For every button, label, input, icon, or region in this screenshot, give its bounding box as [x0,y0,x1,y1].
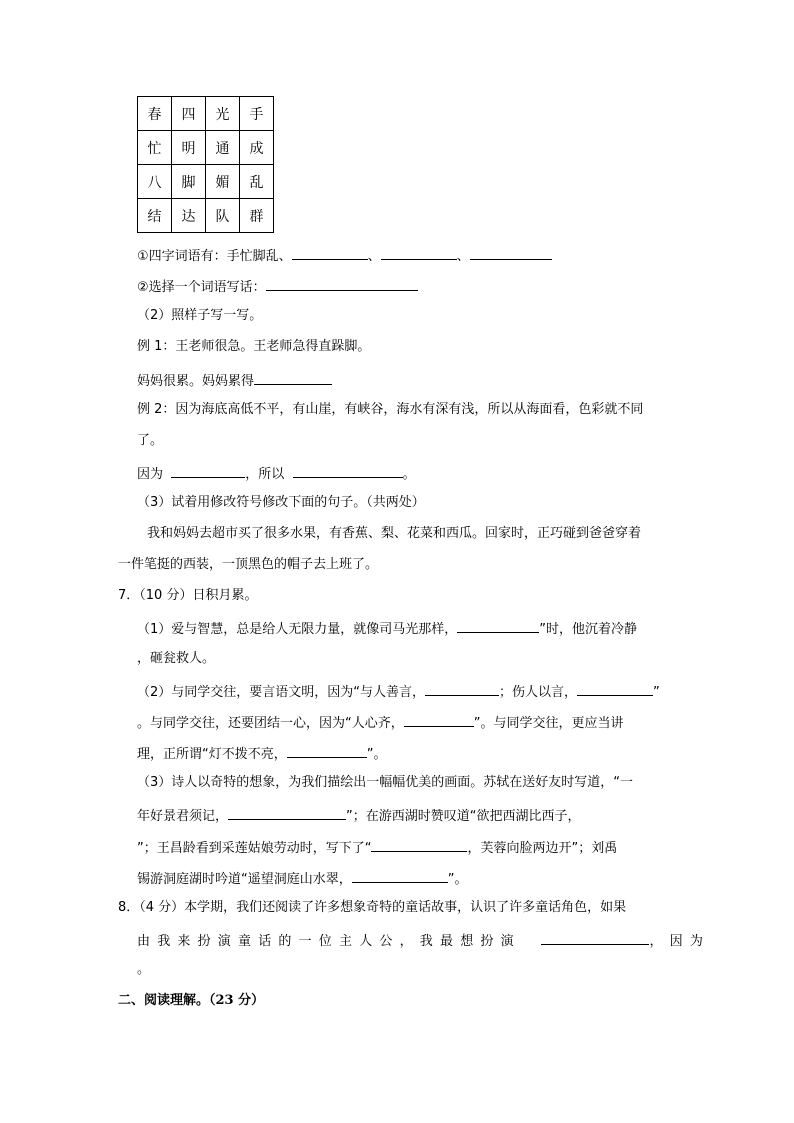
grid-cell: 成 [240,131,274,165]
section-2-heading: 二、阅读理解。（23 分） [118,993,265,1008]
grid-cell: 结 [138,199,172,233]
text: （2）与同学交往，要言语文明，因为“与人善言， [137,685,426,700]
answer-blank[interactable] [371,837,467,852]
text: 年好景君须记， [137,809,229,824]
text: 锡游洞庭湖时吟道“遥望洞庭山水翠， [137,872,352,887]
sentence-question-line [137,276,418,297]
q7-1-line [137,618,637,639]
example-2: 例 2：因为海底高低不平，有山崖，有峡谷，海水有深有浅，所以从海面看，色彩就不同 [137,402,644,417]
answer-blank[interactable] [287,743,367,758]
grid-cell: 队 [206,199,240,233]
answer-blank[interactable] [381,245,457,260]
question-8-line: 8．（4 分）本学期，我们还阅读了许多想象奇特的童话故事，认识了许多童话角色，如果 [118,900,627,915]
text: ，因为 [649,934,711,949]
text: 。与同学交往，还要团结一心，因为“人心齐， [137,716,404,731]
text: ”；在游西湖时赞叹道“欲把西湖比西子， [346,809,581,824]
q7-2-cont [137,712,624,733]
example-1: 例 1：王老师很急。王老师急得直跺脚。 [137,339,371,354]
grid-cell: 手 [240,97,274,131]
text: ，芙蓉向脸两边开”；刘禹 [467,841,618,856]
grid-cell: 四 [172,97,206,131]
example-1-practice [137,370,332,391]
grid-cell: 忙 [138,131,172,165]
answer-blank[interactable] [541,930,649,945]
q7-3-cont2 [137,837,617,858]
text: ”。与同学交往，更应当讲 [473,716,624,731]
grid-cell: 媚 [206,165,240,199]
grid-cell: 乱 [240,165,274,199]
text: ；伤人以言， [499,685,578,700]
text: ” [653,685,660,700]
q7-2-line [137,681,660,702]
question-7-title: 7．（10 分）日积月累。 [118,588,258,603]
grid-cell: 明 [172,131,206,165]
grid-cell: 通 [206,131,240,165]
question-8-cont [137,930,710,951]
correction-sentence-cont: 一件笔挺的西装，一顶黑色的帽子去上班了。 [118,557,379,572]
answer-blank[interactable] [404,712,474,727]
example-2-cont: 了。 [137,433,164,448]
grid-cell: 群 [240,199,274,233]
text: 因为 [137,467,164,482]
text: 。 [402,467,416,482]
text: 妈妈很累。妈妈累得 [137,374,255,389]
grid-cell: 春 [138,97,172,131]
grid-cell: 脚 [172,165,206,199]
character-grid [137,96,274,233]
text: ①四字词语有：手忙脚乱、 [137,249,292,264]
answer-blank[interactable] [425,681,499,696]
q7-3-cont [137,805,581,826]
answer-blank[interactable] [292,245,368,260]
grid-cell: 光 [206,97,240,131]
answer-blank[interactable] [577,681,653,696]
text: 理，正所谓“灯不拨不亮， [137,747,287,762]
question-8-end: 。 [137,962,151,977]
answer-blank[interactable] [293,463,403,478]
text: （1）爱与智慧，总是给人无限力量，就像司马光那样， [137,622,458,637]
text: ”时，他沉着冷静 [539,622,638,637]
text: 、 [456,249,470,264]
text: ”；王昌龄看到采莲姑娘劳动时，写下了“ [137,841,372,856]
grid-cell: 八 [138,165,172,199]
answer-blank[interactable] [228,805,346,820]
text: 、 [367,249,381,264]
text: 由我来扮演童话的一位主人公，我最想扮演 [137,934,521,949]
grid-cell: 达 [172,199,206,233]
example-2-practice [137,463,416,484]
answer-blank[interactable] [254,370,332,385]
answer-blank[interactable] [457,618,539,633]
q7-3-line: （3）诗人以奇特的想象，为我们描绘出一幅幅优美的画面。苏轼在送好友时写道，“一 [137,775,634,790]
q7-2-cont2 [137,743,387,764]
answer-blank[interactable] [470,245,552,260]
text: ”。 [447,872,468,887]
correction-sentence: 我和妈妈去超市买了很多水果，有香蕉、梨、花菜和西瓜。回家时，正巧碰到爸爸穿着 [147,526,642,541]
q2-heading: （2）照样子写一写。 [137,308,263,323]
q3-heading: （3）试着用修改符号修改下面的句子。（共两处） [137,495,425,510]
text: ”。 [366,747,387,762]
text: ，所以 [245,467,285,482]
idiom-question-line [137,245,552,266]
q7-1-cont: ，砸瓮救人。 [137,651,216,666]
answer-blank[interactable] [266,276,418,291]
answer-blank[interactable] [171,463,245,478]
answer-blank[interactable] [352,868,448,883]
q7-3-cont3 [137,868,468,889]
text: ②选择一个词语写话： [137,280,266,295]
